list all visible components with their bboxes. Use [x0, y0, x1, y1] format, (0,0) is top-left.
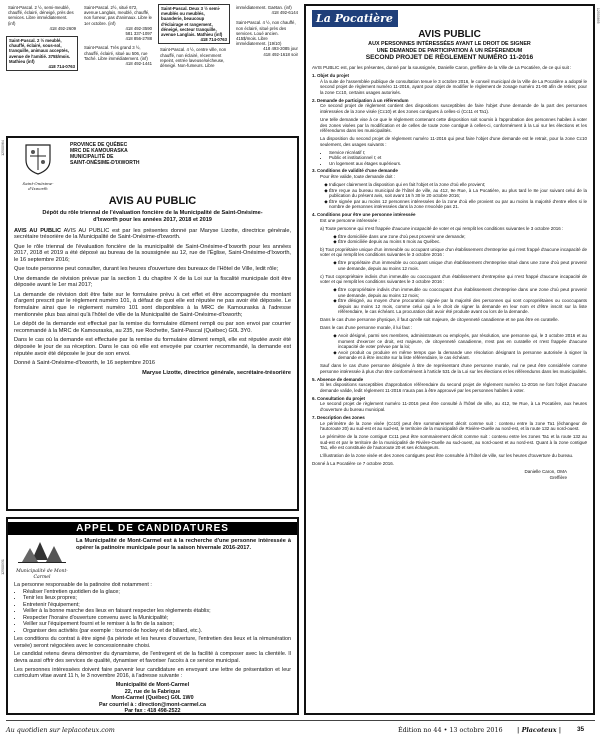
duties-list: [14, 589, 291, 635]
list-item: ◆ Être reçue au bureau municipal de l'hôtel de ville, au 412, 9e Rue, à La Pocatière, au plus tard le 8e jour suivant celui de la publication du présent avis, soit avant 16 h 30 le 20 octobre 2016;: [329, 188, 587, 199]
ad-phone: 418 714-0763: [48, 64, 75, 70]
crest-caption: Saint-Onésime-d'Ixworth: [22, 181, 54, 191]
sublist: [320, 333, 587, 361]
header-line: SAINT-ONÉSIME-D'IXWORTH: [70, 160, 140, 166]
paragraph: Le candidat retenu devra démontrer du dynamisme, de l'entregent et de la facilité à composer avec la clientèle. Il devra aussi offrir des services de qualité, dynamiser et favoriser l'accès à ce service municipal.: [14, 651, 291, 664]
address-line: 22, rue de la Fabrique: [124, 688, 181, 695]
paragraph: À la suite de l'assemblée publique de consultation tenue le 3 octobre 2016, le conseil municipal de la Ville de La Pocatière a adopté le second projet de règlement numéro 11-2016, ayant pour objet de modifier le règlement de zonage numéro 21-90 afin de retirer, pour la zone Cc10, certains usages autorisés.: [320, 78, 587, 95]
classified-column-3: [158, 4, 230, 69]
notice-address-block: [70, 142, 140, 166]
footer-brand: | Placoteux |: [517, 726, 562, 734]
notice-header: [14, 142, 291, 191]
paragraph: Ce second projet de règlement contient des dispositions susceptibles de faire l'objet d'une demande de la part des personnes intéressées de la zone visée (Cc10) et des zones contiguës à celles-ci (Cc11 et Ta1).: [320, 103, 587, 114]
paragraph: Donné à Saint-Onésime-d'Ixworth, le 16 septembre 2016: [14, 359, 155, 366]
classified-ad: [158, 46, 230, 69]
section-title: 1. Objet du projet: [312, 72, 350, 78]
ad-text: Saint-Pascal. Très grand 3 ½, chauffé, éclairé, situé au 506, rue Taché. Libre immédiatement. (inf): [84, 45, 148, 61]
notice-subtitle: AUX PERSONNES INTÉRESSÉES AYANT LE DROIT DE SIGNER: [368, 41, 531, 47]
ad-phone: 418 492-1618 soir: [263, 51, 298, 57]
footer-edition: Édition no 44 • 13 octobre 2016: [398, 726, 503, 734]
header-line: PROVINCE DE QUÉBEC: [70, 142, 128, 148]
section-title: 6. Consultation du projet: [312, 395, 365, 401]
ad-phone: 418 493-2085 jour: [263, 46, 298, 52]
ad-phone: 418 492-1441: [125, 61, 152, 67]
list-item: ◆ Être désigné, au moyen d'une procuration signée par la majorité des personnes qui sont copropriétaires ou cooccupants depuis au moins 12 mois, comme celui qui a le droit de signer la demande en leur nom et d'être inscrit sur la liste référendaire, le cas échéant. La procuration doit avoir été produite avant ou lors de la demande.: [338, 298, 587, 315]
classified-ad-boxed: [158, 4, 230, 44]
logo-caption: Municipalité de Mont-Carmel: [16, 569, 68, 580]
notice-mont-carmel: [1, 517, 299, 715]
paragraph: Est une personne intéressée :: [320, 217, 380, 223]
list-item: ◆ Être propriétaire d'un immeuble ou occupant unique d'un établissement d'entreprise situé dans une zone d'où peut provenir une demande, depuis au moins 12 mois.: [338, 260, 587, 271]
ad-text: Saint-Pascal. 2½, situé 672, avenue Langlais, meublé, chauffé, non fumeur, pas d'animaux. Libre le 1er octobre. (inf): [84, 5, 152, 26]
list-item: • Réaliser l'entretien quotidien de la glace;: [23, 589, 291, 596]
notice-intro: La Municipalité de Mont-Carmel est à la recherche d'une personne intéressée à opérer la patinoire municipale pour la saison hivernale 2016-2017.: [76, 538, 291, 551]
paragraph: Une telle demande vise à ce que le règlement contenant cette disposition soit soumis à l'approbation des personnes habiles à voter des zones visées par la modification et de celles de toute zone contiguë à celles-ci, conformément à la Loi sur les élections et les référendums dans les municipalités.: [320, 116, 587, 134]
intro: AVIS PUBLIC est, par les présentes, donné par la soussignée, Danielle Caron, greffière de la Ville de La Pocatière, de ce qui suit :: [312, 65, 572, 70]
given-line: Donné à La Pocatière ce 7 octobre 2016.: [312, 461, 395, 467]
paragraph: AVIS AU PUBLIC AVIS AU PUBLIC est par les présentes donné par Maryse Lizotte, directrice générale, secrétaire trésorière de la Municipalité de Saint-Onésime-d'Ixworth.: [14, 227, 291, 241]
classified-ad: [82, 4, 154, 42]
paragraph: La demande de révision doit être faite sur le formulaire prévu à cet effet et être accompagnée du montant d'argent prescrit par le règlement numéro 101, à défaut de quoi elle est réputée ne pas avoir été déposée. Le formulaire ainsi que le règlement numéro 101 sont disponibles à la MRC de Kamouraska à l'adresse mentionnée plus bas ainsi qu'à l'hôtel de ville de la Municipalité de Saint-Onésime-d'Ixworth;: [14, 291, 291, 318]
ad-text: immédiatement. Gaëtan. (inf): [236, 5, 292, 10]
notice-la-pocatiere: [304, 4, 600, 715]
usage-list: [320, 150, 587, 167]
header-line: MRC DE KAMOURASKA: [70, 148, 128, 154]
sublist: [320, 260, 587, 271]
notice-subtitle: SECOND PROJET DE RÈGLEMENT NUMÉRO 11-2016: [365, 54, 534, 61]
paragraph: Sauf dans le cas d'une personne désignée à titre de représentant d'une personne morale, nul ne peut être considérée comme personne intéressée à plus d'un titre conformément à l'article 531 de la Loi sur les élections et les référendums dans les municipalités.: [320, 363, 587, 374]
paragraph: Dans le cas d'une personne morale, il lui faut :: [320, 325, 413, 331]
paragraph-text: AVIS AU PUBLIC est par les présentes donné par Maryse Lizotte, directrice générale, secrétaire trésorière de la Municipalité de Saint-Onésime-d'Ixworth.: [14, 227, 291, 241]
brand-name: Placoteux: [521, 726, 557, 734]
classified-ad: [82, 44, 154, 67]
list-item: • Veiller sur l'équipement fourni et le remiser à la fin de la saison;: [23, 621, 291, 628]
signature-name: Danielle Caron, OMA: [524, 469, 567, 475]
section-title: 7. Description des zones: [312, 414, 365, 420]
address-email: Par courriel à : direction@mont-carmel.ca: [98, 701, 207, 708]
signature-title: Greffière: [549, 474, 567, 480]
ad-phone: 581 337-1097: [125, 31, 152, 37]
list-item: ◆ Être signée par au moins 12 personnes intéressées de la zone d'où elle provient ou par au moins la majorité d'entre elles si le nombre de personnes intéressées dans la zone n'excède pas 21.: [329, 199, 587, 210]
paragraph: Le second projet de règlement numéro 11-2016 peut être consulté à l'hôtel de ville, au 412, 9e Rue, à La Pocatière, aux heures d'ouverture du bureau municipal.: [320, 401, 587, 412]
notice-id-label: 12500964: [1, 140, 5, 156]
address-line: Mont-Carmel (Québec) G0L 1W0: [111, 695, 194, 702]
list-item: • Veiller à la bonne marche des lieux en faisant respecter les règlements établis;: [23, 608, 291, 615]
list-item: ◆ Indiquer clairement la disposition qui en fait l'objet et la zone d'où elle provient;: [329, 182, 587, 188]
crest-icon: [22, 142, 54, 176]
mont-carmel-logo: [14, 538, 70, 580]
list-item: ◆ Avoir désigné, parmi ses membres, administrateurs ou employés, par résolution, une personne qui, le 3 octobre 2016 et au moment d'exercer ce droit, est majeure, de citoyenneté canadienne, n'est pas en curatelle et n'est frappée d'aucune incapacité de voter prévue par la loi;: [338, 333, 587, 350]
paragraph: Une demande de révision prévue par la section 1 du chapitre X de la Loi sur la fiscalité municipale doit être déposée avant le 1er mai 2017;: [14, 275, 291, 289]
section-title: 5. Absence de demande: [312, 376, 364, 382]
ad-text: Saint-Pascal. 4 ½, centre ville, non chauffé, non éclairé, récemment repeint, entrée laveuse/sécheuse, déneigé. Non-fumeurs. Libre: [160, 47, 227, 69]
paragraph: Dans le cas d'une personne physique, il faut qu'elle soit majeure, de citoyenneté canadienne et ne pas être en curatelle.: [320, 317, 559, 323]
paragraph: Les conditions du contrat à être signé (la période et les heures d'ouverture, l'entretien des lieux et la rémunération versée) seront négociées avec le concessionnaire choisi.: [14, 636, 291, 649]
classified-column-1: [6, 4, 78, 71]
notice-title: AVIS PUBLIC: [418, 29, 481, 40]
classified-ad: [234, 19, 300, 57]
section-title: 2. Demande de participation à un référendum: [312, 97, 409, 103]
notice-body: [312, 65, 587, 480]
list-item: • Service récréatif I;: [329, 150, 587, 156]
ad-text: Saint-Pascal. 2 ½ meublé, chauffé, éclairé, sous-sol, tranquille, animaux acceptés, avenue de l'amitié. 375$/mois. Mathieu (inf): [9, 38, 71, 64]
list-item: ◆ Être domiciliée depuis au moins 6 mois au Québec.: [338, 239, 587, 245]
sublist: [320, 287, 587, 315]
paragraph: Pour être valide, toute demande doit :: [320, 174, 396, 180]
list-item: ◆ Avoir produit ou produire en même temps que la demande une résolution désignant la personne autorisée à signer la demande et à être inscrite sur la liste référendaire, le cas échéant.: [338, 350, 587, 361]
classified-ad: [6, 4, 78, 32]
notice-id-label: 12500895: [596, 8, 600, 24]
paragraph: Que le rôle triennal de l'évaluation foncière de la municipalité de Saint-Onésime-d'Ixworth pour les années 2017, 2018 et 2019 a été déposé au bureau de la soussignée au 12, rue de l'Église, Saint-Onésime-d'Ixworth, le 16 septembre 2016;: [14, 243, 291, 264]
municipal-crest: [14, 142, 62, 191]
tree-logo-icon: [18, 538, 66, 564]
header-line: MUNICIPALITÉ DE: [70, 154, 114, 160]
notice-title: AVIS AU PUBLIC: [108, 195, 197, 207]
paragraph: c) Tout copropriétaire indivis d'un immeuble ou cooccupant d'un établissement d'entreprise qui n'est frappé d'aucune incapacité de voter et qui remplit les conditions suivantes le 3 octobre 2016 :: [320, 273, 587, 285]
notice-title: APPEL DE CANDIDATURES: [8, 522, 297, 535]
ad-phone: 418 492-3590: [125, 25, 152, 31]
notice-header: [14, 538, 291, 580]
paragraph: Le périmètre de la zone visée (Cc10) peut être sommairement décrit comme suit : contenu entre la zone Ta1 (échangeur de l'autoroute 20) au sud-est et au sud-est, le territoire de la municipalité de Rivière-Ouelle au nord-est, et la route 132 au nord-ouest.: [320, 420, 587, 432]
notice-subtitle: UNE DEMANDE DE PARTICIPATION À UN RÉFÉRENDUM: [376, 47, 523, 54]
paragraph: L'illustration de la zone visée et des zones contiguës peut être consultée à l'hôtel de ville, sur les heures d'ouverture du bureau.: [320, 453, 574, 459]
notice-subtitle: Dépôt du rôle triennal de l'évaluation foncière de la Municipalité de Saint-Onésime-d'Ixworth pour les années 2017, 2018 et 2019: [42, 210, 263, 223]
paragraph: Si les dispositions susceptibles d'approbation référendaire du second projet de règlement numéro 11-2016 ne font l'objet d'aucune demande valide, ledit règlement 11-2016 n'aura pas à être approuvé par les personnes habiles à voter.: [320, 382, 587, 393]
signature: Maryse Lizotte, directrice générale, secrétaire-trésorière: [142, 369, 291, 376]
duties-intro: La personne responsable de la patinoire doit notamment :: [14, 582, 152, 588]
section-body: [312, 174, 587, 210]
ad-text: Saint-Pascal. 2 ½, semi-meublé, chauffé, éclairé, déneigé, près des services. Libre immédiatement. (inf): [8, 5, 74, 26]
paragraph: La disposition du second projet de règlement numéro 11-2016 qui peut faire l'objet d'une demande est le retrait, pour la zone Cc10 seulement, des usages suivants :: [320, 136, 587, 147]
ad-phone: 418 492-2609: [49, 25, 76, 31]
paragraph: Le dépôt de la demande est effectué par la remise du formulaire dûment rempli ou par son envoi par courrier recommandé à la MRC de Kamouraska, au 235, rue Rochette, Saint-Pascal (Québec) G0L 3Y0.: [14, 321, 291, 334]
list-item: • Un logement aux étages supérieurs.: [329, 161, 587, 167]
page-number: 35: [577, 726, 585, 733]
paragraph: b) Tout propriétaire unique d'un immeuble ou occupant unique d'un établissement d'entreprise qui n'est frappé d'aucune incapacité de voter et qui remplit les conditions suivantes le 3 octobre 2016 :: [320, 246, 587, 258]
list-item: ◆ Être copropriétaire indivis d'un immeuble ou cooccupant d'un établissement d'entreprise dans une zone d'où peut provenir une demande, depuis au moins 12 mois;: [338, 287, 587, 298]
list-item: • Entretenir l'équipement;: [23, 602, 291, 609]
section-body: [312, 103, 587, 166]
list-item: ◆ Être domiciliée dans une zone d'où peut provenir une demande;: [338, 234, 587, 240]
address-fax: Par fax : 418 498-2522: [124, 708, 181, 715]
list-item: • Respecter l'horaire d'ouverture convenu avec la Municipalité;: [23, 615, 291, 622]
notice-body: [14, 636, 291, 680]
address-line: Municipalité de Mont-Carmel: [115, 682, 190, 689]
notice-id-label: 12500931: [1, 559, 5, 575]
classified-ad: [234, 4, 300, 16]
ad-text: Saint-Pascal. 4 ½, non chauffé, non éclairé, situé près des services. Loué ancien. 415$/mois. Libre immédiatement. (19/10): [236, 20, 296, 47]
address-block: [14, 682, 291, 715]
classified-ad-boxed: [6, 36, 78, 71]
list-item: • Organiser des activités (par exemple : tournoi de hockey et de billard, etc.).: [23, 628, 291, 635]
section-title: 3. Conditions de validité d'une demande: [312, 168, 398, 174]
conditions-list: [320, 182, 587, 210]
signature: [312, 469, 587, 480]
notice-saint-onesime: [1, 136, 299, 511]
sublist: [320, 234, 587, 245]
section-title: 4. Conditions pour être une personne intéressée: [312, 212, 416, 217]
list-item: • Tenir les lieux propres;: [23, 595, 291, 602]
section-body: [312, 218, 587, 375]
footer-rule: [6, 720, 595, 721]
ad-phone: 418 714-0763: [200, 37, 227, 43]
paragraph: a) Toute personne qui n'est frappée d'aucune incapacité de voter et qui remplit les conditions suivantes le 3 octobre 2016 :: [320, 225, 564, 231]
la-pocatiere-logo: La Pocatière: [312, 10, 398, 27]
paragraph: Dans le cas où la demande est effectuée par la remise du formulaire dûment rempli, elle est réputée avoir été déposée le jour de sa réception. Dans le cas où elle est envoyée par courrier recommandé, la demande est réputée avoir été déposée le jour de son envoi.: [14, 337, 291, 357]
classified-column-4: [234, 4, 300, 58]
section-body: [312, 421, 587, 459]
ad-phone: 418 856-2788: [125, 36, 152, 42]
ad-text: Saint-Pascal. Deux 3 ½ semi-meublés ou meublés, buanderie, beaucoup d'éclairage et rangement, déneigé, secteur tranquille, avenue Langlais. Mathieu (inf): [161, 6, 223, 38]
notice-body: [14, 228, 291, 367]
classified-column-2: [82, 4, 154, 67]
list-item: • Public et institutionnel I; et: [329, 155, 587, 161]
paragraph: Que toute personne peut consulter, durant les heures d'ouverture des bureaux de l'Hôtel de Ville, ledit rôle;: [14, 266, 279, 273]
ad-phone: 418 492-6144: [271, 10, 298, 16]
paragraph: Les personnes intéressées doivent faire parvenir leur candidature en envoyant une lettre de présentation et leur curriculum vitae avant 11 h, le 3 novembre 2016, à l'adresse suivante :: [14, 666, 291, 680]
paragraph: Le périmètre de la zone contiguë Cc11 peut être sommairement décrit comme suit : contenu entre les zones Ta1 et la route 132 au sud-est et par le territoire de la municipalité de Rivière-Ouelle au sud-ouest, au nord-ouest et au nord-est. Quant à la zone contiguë Ta1, elle est constituée de l'autoroute 20 et ses échangeurs.: [320, 434, 587, 451]
footer-website: Au quotidien sur leplacoteux.com: [6, 726, 115, 734]
